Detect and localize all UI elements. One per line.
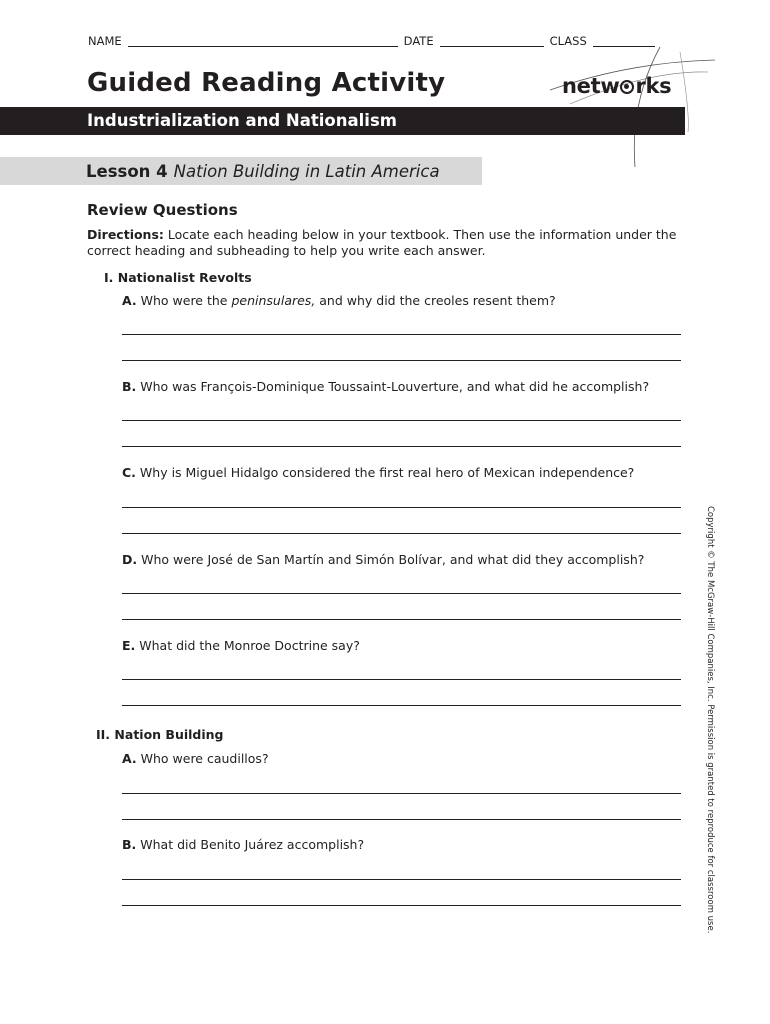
lesson-heading	[86, 162, 440, 181]
copyright-notice: Copyright © The McGraw-Hill Companies, Inc. Permission is granted to reproduce for classroom use.	[705, 506, 715, 934]
answer-line[interactable]	[122, 360, 681, 361]
review-heading: Review Questions	[87, 201, 238, 219]
logo-o-icon	[620, 80, 634, 94]
directions	[87, 227, 677, 259]
name-field[interactable]	[128, 36, 398, 47]
question	[122, 751, 269, 766]
question-letter: B.	[122, 837, 137, 852]
answer-line[interactable]	[122, 905, 681, 906]
question-text: Who was François-Dominique Toussaint-Louverture, and what did he accomplish?	[136, 379, 650, 394]
lesson-number: Lesson 4	[86, 162, 168, 181]
question-letter: D.	[122, 552, 138, 567]
question	[122, 465, 634, 480]
answer-line[interactable]	[122, 879, 681, 880]
question-text-end: and why did the creoles resent them?	[315, 293, 556, 308]
unit-title: Industrialization and Nationalism	[87, 111, 397, 130]
question-letter: B.	[122, 379, 137, 394]
name-label: NAME	[88, 34, 122, 48]
question-letter: A.	[122, 293, 137, 308]
page-title: Guided Reading Activity	[87, 68, 446, 98]
logo-text-start: netw	[562, 74, 620, 98]
question-italic-term: peninsulares,	[231, 293, 316, 308]
question-text: What did Benito Juárez accomplish?	[136, 837, 365, 852]
directions-text: Locate each heading below in your textbook. Then use the information under the correct heading and subheading to help you write each answer.	[87, 227, 677, 258]
answer-line[interactable]	[122, 705, 681, 706]
class-label: CLASS	[549, 34, 587, 48]
section-numeral: II.	[96, 727, 111, 742]
directions-label: Directions:	[87, 227, 164, 242]
question	[122, 552, 644, 567]
section-heading	[104, 270, 252, 285]
logo-text-end: rks	[635, 74, 672, 98]
question	[122, 638, 360, 653]
networks-logo	[562, 74, 671, 98]
question-letter: A.	[122, 751, 137, 766]
question-letter: C.	[122, 465, 136, 480]
question-text: What did the Monroe Doctrine say?	[135, 638, 360, 653]
question-text: Who were the	[136, 293, 232, 308]
section-title: Nation Building	[114, 727, 224, 742]
date-field[interactable]	[440, 36, 544, 47]
answer-line[interactable]	[122, 446, 681, 447]
answer-line[interactable]	[122, 793, 681, 794]
answer-line[interactable]	[122, 507, 681, 508]
question-text: Who were caudillos?	[136, 751, 269, 766]
question	[122, 837, 364, 852]
question	[122, 293, 556, 308]
question-text: Why is Miguel Hidalgo considered the first real hero of Mexican independence?	[135, 465, 635, 480]
answer-line[interactable]	[122, 593, 681, 594]
answer-line[interactable]	[122, 819, 681, 820]
section-numeral: I.	[104, 270, 114, 285]
question-letter: E.	[122, 638, 136, 653]
section-title: Nationalist Revolts	[117, 270, 252, 285]
answer-line[interactable]	[122, 619, 681, 620]
question	[122, 379, 649, 394]
date-label: DATE	[403, 34, 434, 48]
lesson-title: Nation Building in Latin America	[173, 162, 440, 181]
answer-line[interactable]	[122, 334, 681, 335]
answer-line[interactable]	[122, 679, 681, 680]
answer-line[interactable]	[122, 420, 681, 421]
question-text: Who were José de San Martín and Simón Bolívar, and what did they accomplish?	[137, 552, 645, 567]
section-heading	[96, 727, 224, 742]
answer-line[interactable]	[122, 533, 681, 534]
